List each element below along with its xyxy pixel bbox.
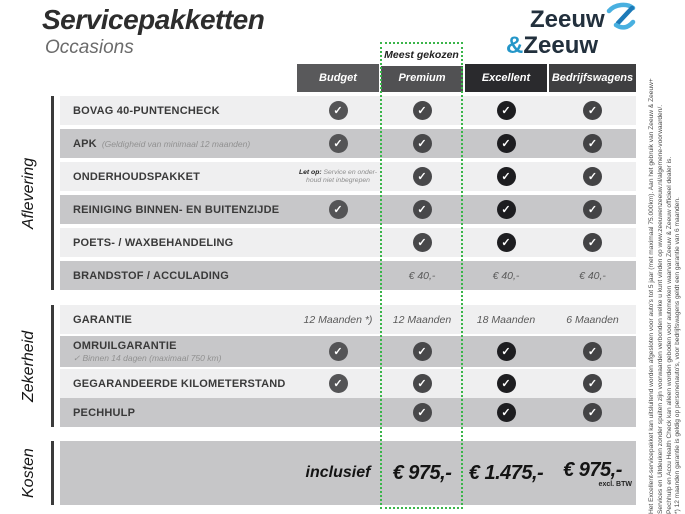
- kosten-bedrijfswagens-price: € 975,-: [563, 458, 622, 481]
- cell-value: 12 Maanden: [392, 313, 452, 326]
- cell-value: 6 Maanden: [566, 313, 619, 326]
- row-sublabel: (Geldigheid van minimaal 12 maanden): [101, 138, 251, 149]
- footnote-line: Het Excellent-servicepakket kan uitsluitend worden afgesloten voor auto's tot 5 jaar (met maximaal 75.000km). Aan het gebruik van Zeeuw & Zeeuw+: [648, 78, 655, 514]
- logo-text-line1: Zeeuw: [530, 6, 605, 33]
- cell-value: 12 Maanden *): [303, 313, 373, 326]
- section-line-kosten: [51, 441, 54, 505]
- premium-highlight-right-border: [461, 42, 463, 509]
- kosten-excellent-price: € 1.475,-: [468, 461, 544, 484]
- check-icon: [497, 342, 516, 361]
- check-icon: [583, 374, 602, 393]
- cell-value: € 40,-: [408, 269, 436, 282]
- row-label: BRANDSTOF / ACCULADING: [73, 269, 229, 282]
- cell-value: € 40,-: [579, 269, 606, 282]
- check-icon: [413, 134, 432, 153]
- footnote-line: *) 12 maanden garantie is geldig op personenauto's, voor bedrijfswagens geldt een garantie van 6 maanden.: [674, 197, 682, 514]
- check-icon: [413, 167, 432, 186]
- check-icon: [329, 374, 348, 393]
- table-row: [60, 129, 636, 158]
- check-icon: [413, 233, 432, 252]
- footnote-line: Services en Uitdeuken zonder spuiten zijn voorwaarden verbonden welke u kunt vinden op www.zeeuwenzeeuw.nl/algemene-voorwaarden/.: [656, 104, 664, 514]
- excl-btw-note: excl. BTW: [598, 480, 632, 488]
- page-title: Servicepakketten: [42, 4, 265, 35]
- check-icon: [583, 101, 602, 120]
- column-header-bedrijfswagens: Bedrijfswagens: [549, 64, 636, 92]
- check-icon: [583, 167, 602, 186]
- row-label: PECHHULP: [73, 406, 136, 419]
- premium-highlight-left-border: [380, 42, 382, 509]
- kosten-budget-value: inclusief: [305, 464, 371, 481]
- check-icon: [413, 374, 432, 393]
- section-line-zekerheid: [51, 305, 54, 427]
- check-icon: [413, 403, 432, 422]
- check-icon: [583, 403, 602, 422]
- check-icon: [497, 134, 516, 153]
- row-sublabel: ✓ Binnen 14 dagen (maximaal 750 km): [73, 352, 222, 363]
- page-subtitle: Occasions: [45, 37, 134, 58]
- section-label-aflevering: Aflevering: [20, 157, 37, 229]
- row-label: OMRUILGARANTIE: [73, 339, 177, 352]
- zeeuw-z-swoosh-icon: [605, 5, 636, 34]
- table-row: [60, 261, 636, 290]
- check-icon: [413, 342, 432, 361]
- table-row: [60, 96, 636, 125]
- check-icon: [329, 101, 348, 120]
- row-label: ONDERHOUDSPAKKET: [73, 170, 201, 183]
- table-row: [60, 369, 636, 398]
- check-icon: [497, 403, 516, 422]
- check-icon: [497, 200, 516, 219]
- row-label: REINIGING BINNEN- EN BUITENZIJDE: [73, 203, 280, 216]
- column-header-budget: Budget: [297, 64, 379, 92]
- section-label-kosten: Kosten: [20, 448, 37, 498]
- row-label: POETS- / WAXBEHANDELING: [73, 236, 234, 249]
- check-icon: [329, 342, 348, 361]
- kosten-premium-price: € 975,-: [392, 461, 452, 484]
- section-label-zekerheid: Zekerheid: [20, 330, 37, 402]
- cell-value: 18 Maanden: [476, 313, 536, 326]
- row-label: GEGARANDEERDE KILOMETERSTAND: [73, 377, 286, 390]
- table-row: [60, 336, 636, 367]
- check-icon: [497, 101, 516, 120]
- table-row: [60, 228, 636, 257]
- check-icon: [583, 134, 602, 153]
- table-row: [60, 195, 636, 224]
- table-row: [60, 305, 636, 334]
- row-label: APK: [73, 137, 97, 150]
- check-icon: [329, 134, 348, 153]
- zeeuw-zeeuw-logo: [506, 5, 656, 57]
- section-line-aflevering: [51, 96, 54, 290]
- logo-text-line2: Zeeuw: [523, 32, 599, 59]
- row-label: GARANTIE: [73, 313, 133, 326]
- meest-gekozen-badge: Meest gekozen: [380, 42, 463, 66]
- column-header-premium: Premium: [381, 64, 463, 92]
- check-icon: [497, 233, 516, 252]
- column-header-excellent: Excellent: [465, 64, 547, 92]
- check-icon: [413, 200, 432, 219]
- logo-ampersand: &: [506, 32, 524, 59]
- footnote-line: Pechhulp en Accu Health Check kan alleen worden geboden voor automerken waarvan Zeeuw & Zeeuw officieel dealer is.: [665, 156, 673, 514]
- check-icon: [583, 233, 602, 252]
- table-row: [60, 398, 636, 427]
- check-icon: [497, 374, 516, 393]
- budget-note: Let op: Service en onder- houd niet inbegrepen: [298, 168, 378, 184]
- check-icon: [583, 342, 602, 361]
- check-icon: [497, 167, 516, 186]
- premium-highlight-bottom-border: [380, 507, 463, 509]
- footnotes: [648, 6, 684, 514]
- check-icon: [329, 200, 348, 219]
- row-label: BOVAG 40-PUNTENCHECK: [73, 104, 220, 117]
- check-icon: [583, 200, 602, 219]
- table-row: [60, 162, 636, 191]
- cell-value: € 40,-: [492, 269, 520, 282]
- kosten-row: [60, 441, 636, 505]
- check-icon: [413, 101, 432, 120]
